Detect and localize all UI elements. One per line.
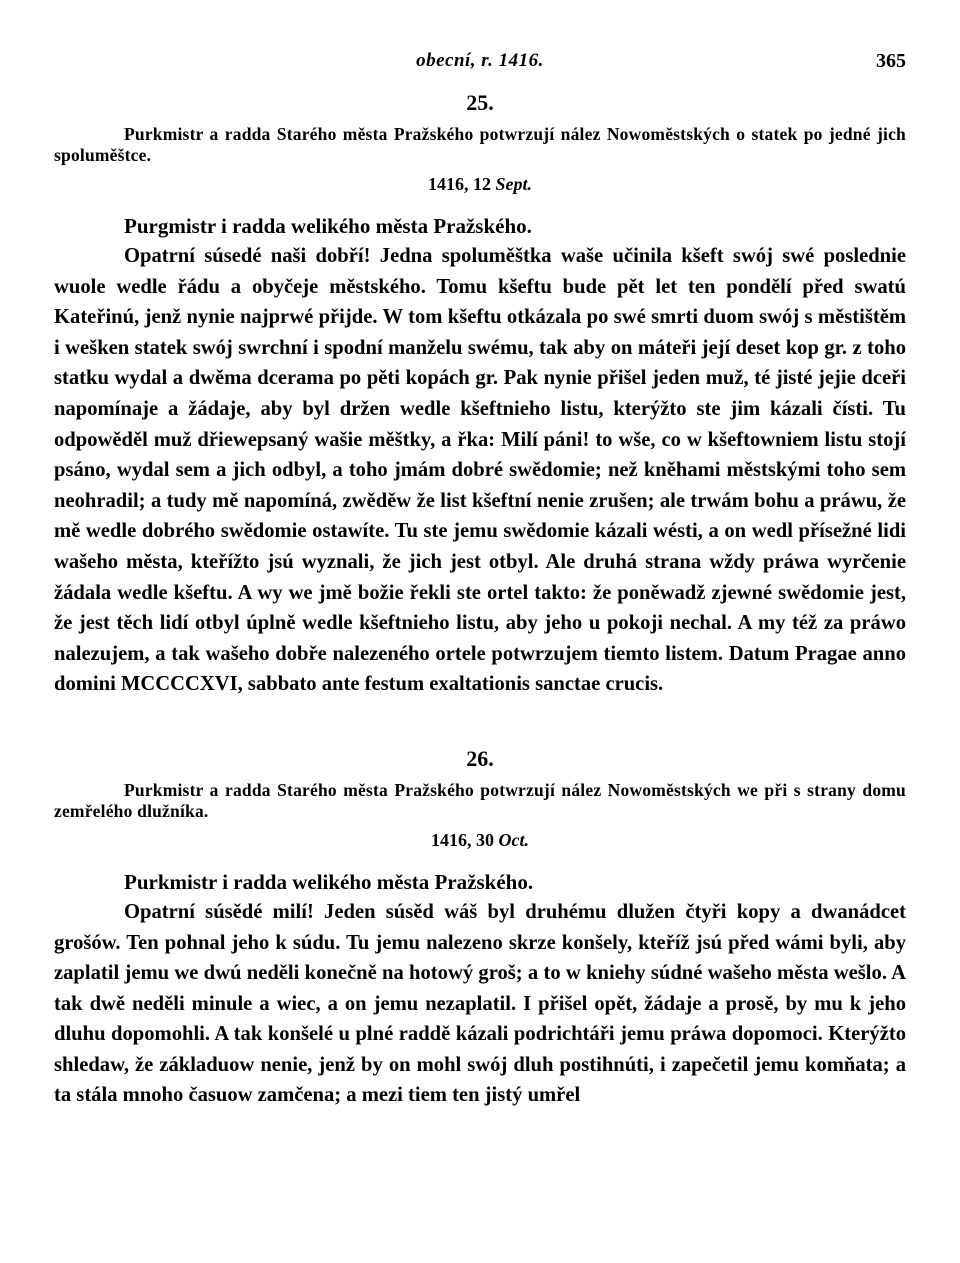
date-month: Sept.	[495, 174, 532, 194]
page-number: 365	[876, 50, 906, 72]
document-number: 25.	[466, 90, 494, 115]
date-year-day: 1416, 30	[431, 829, 494, 850]
letter-body: Opatrní súsědé milí! Jeden súsěd wáš byl druhému dlužen čtyři kopy a dwanádcet grošów. Ten pohnal jeho k súdu. Tu jemu nalezeno skrze konšely, kteříž jsú před wámi byli, aby zaplatil jemu we dwú neděli konečně na hotowý groš; a to w kniehy súdné wašeho města wešlo. A tak dwě neděli minule a wiec, a on jemu nezaplatil. I přišel opět, žádaje a prosě, by mu k jeho dluhu dopomohli. A tak konšelé u plné raddě kázali podrichtáři jemu práwa dopomoci. Kterýžto shledaw, že základuow nenie, jenž by on mohl swój dluh postihnúti, i zapečetil jemu komňata; a ta stála mnoho časuow zamčena; a mezi tiem ten jistý umřel	[54, 900, 906, 1107]
page-header	[54, 50, 906, 76]
document-25	[54, 90, 906, 700]
document-number: 26.	[466, 745, 494, 771]
letter-body: Opatrní súsedé naši dobří! Jedna spoluměštka waše učinila kšeft swój swé poslednie wuole wedle řádu a obyčeje městského. Tomu kšeftu bude pět let ten pondělí před swatú Kateřinú, jenž nynie najprwé přijde. W tom kšeftu otkázala po swé smrti duom swój s městištěm i wešken statek swój swrchní i spodní manželu swému, tak aby on máteři její deset kop gr. z toho statku wydal a dwěma dcerama po pěti kopách gr. Pak nynie přišel jeden muž, té jisté jejie dceři napomínaje a žádaje, aby byl držen wedle kšeftnieho listu, kterýžto ste jim kázali čísti. Tu odpowěděl muž dřiewepsaný wašie měštky, a řka: Milí páni! to wše, co w kšeftowniem listu stojí psáno, wydal sem a jich odbyl, a toho jmám dobré swědomie; než kněhami městskými toho sem neohradil; a tudy mě napomíná, zwěděw že list kšeftní nenie zrušen; ale trwám bohu a práwu, že mě wedle dobrého swědomie ostawíte. Tu ste jemu swědomie kázali wésti, a on wedl přísežné lidi wašeho města, kteřížto jsú wyznali, že jich jest otbyl. Ale druhá strana wždy práwa wyrčenie žádala wedle kšeftu. A wy we jmě božie řekli ste ortel takto: že poněwadž zjewné swědomie jest, že jest těch lidí otbyl úplně wedle kšeftnieho listu, aby jeho u pokoji nechal. A my též za práwo nalezujem, a tak wašeho dobře nalezeného ortele potwrzujem tiemto listem. Datum Pragae anno domini MCCCCXVI, sabbato ante festum exaltationis sanctae crucis.	[54, 245, 906, 696]
document-date	[54, 830, 906, 851]
section-gap	[54, 700, 906, 732]
running-title: obecní, r. 1416.	[416, 50, 544, 71]
date-year-day: 1416, 12	[427, 174, 491, 194]
date-month: Oct.	[498, 829, 529, 850]
document-summary: Purkmistr a radda Starého města Pražského potwrzují nález Nowoměstských o statek po jedné jich spoluměštce.	[54, 124, 906, 165]
letter-heading: Purkmistr i radda welikého města Pražského.	[124, 869, 534, 894]
letter-heading: Purgmistr i radda welikého města Pražského.	[124, 214, 532, 238]
book-page	[54, 50, 906, 1111]
document-date	[54, 174, 906, 195]
document-summary: Purkmistr a radda Starého města Pražského potwrzují nález Nowoměstských we při s strany domu zemřelého dlužníka.	[54, 779, 906, 821]
document-26	[54, 746, 906, 1111]
